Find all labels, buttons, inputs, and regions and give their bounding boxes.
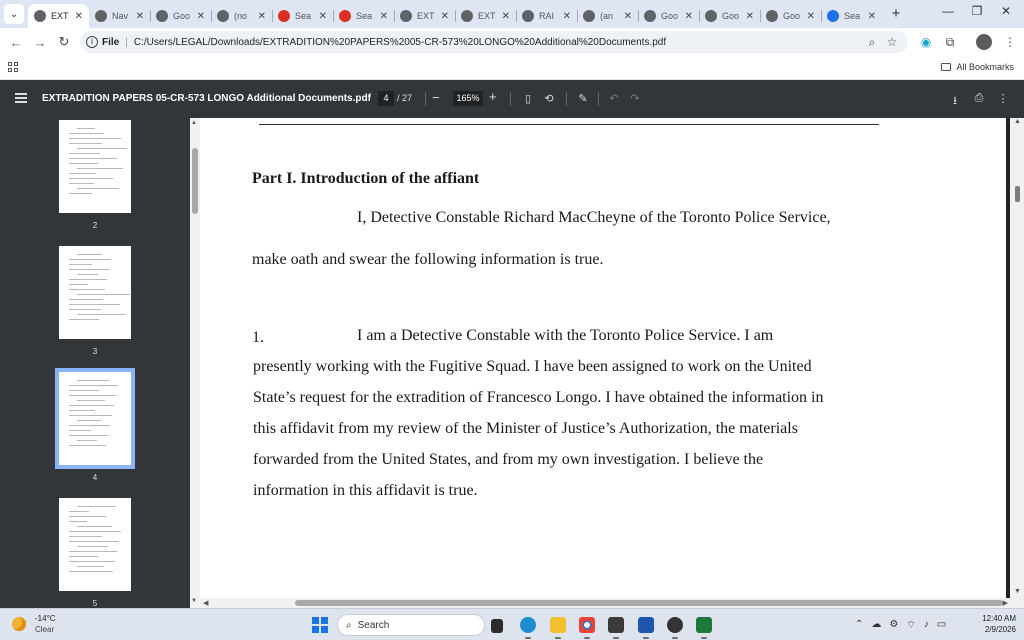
globe-icon (705, 10, 717, 22)
browser-tab[interactable] (89, 4, 150, 28)
close-tab-icon[interactable]: ✕ (501, 10, 510, 22)
thumbnail-text-line (77, 440, 97, 441)
close-tab-icon[interactable]: ✕ (745, 10, 754, 22)
scroll-up-icon[interactable]: ▲ (191, 120, 197, 126)
tab-title: EXT (478, 11, 496, 21)
reload-icon[interactable]: ↻ (58, 34, 70, 49)
extension-icon[interactable]: ◉ (920, 35, 932, 49)
thumbnail-text-line (69, 561, 115, 562)
thumbnail-text-line (77, 148, 127, 149)
browser-tab[interactable] (272, 4, 333, 28)
clock-time[interactable]: 12:40 AM (982, 614, 1016, 623)
url-text[interactable]: C:/Users/LEGAL/Downloads/EXTRADITION%20PAPERS%2005-CR-573%20LONGO%20Additional%20Documents.pdf (133, 36, 667, 48)
tab-strip (0, 0, 1024, 28)
thumbnail-text-line (69, 299, 103, 300)
thumbnail-text-line (77, 420, 101, 421)
paragraph-number: 1. (252, 329, 264, 346)
thumbnail-text-line (77, 168, 123, 169)
edge-browser-icon[interactable] (520, 617, 536, 633)
thumbnail-text-line (69, 264, 92, 265)
weather-condition[interactable]: Clear (35, 625, 55, 634)
thumbnail-text-line (69, 531, 121, 532)
thumbnail-text-line (69, 521, 87, 522)
browser-tab[interactable] (211, 4, 272, 28)
clock-date[interactable]: 2/9/2026 (984, 625, 1016, 634)
globe-icon (217, 10, 229, 22)
thumbnail-text-line (77, 274, 98, 275)
toolbar-divider (598, 92, 599, 106)
thumbnail-text-line (69, 571, 113, 572)
thumbnail-text-line (69, 163, 98, 164)
taskbar-search-placeholder: Search (357, 619, 390, 631)
chevron-up-icon[interactable]: ⌃ (855, 619, 864, 630)
thumbnail-text-line (77, 294, 130, 295)
thumbnail-text-line (69, 153, 100, 154)
scroll-right-icon[interactable]: ▶ (1002, 600, 1008, 607)
paragraph-line: forwarded from the United States, and from my own investigation. I believe the (253, 451, 764, 468)
globe-icon (766, 10, 778, 22)
thumbnail-text-line (69, 415, 112, 416)
globe-icon (461, 10, 473, 22)
browser-menu-icon[interactable]: ⋮ (1004, 35, 1016, 49)
thumbnail-text-line (69, 183, 94, 184)
terminal-icon[interactable] (608, 617, 624, 633)
scroll-down-icon[interactable]: ▼ (1014, 588, 1021, 595)
paragraph-line: I am a Detective Constable with the Toronto Police Service. I am (357, 327, 774, 344)
scroll-left-icon[interactable]: ◀ (203, 600, 209, 607)
paragraph-line: presently working with the Fugitive Squad. I have been assigned to work on the United (253, 358, 812, 375)
tab-title: RAI (539, 11, 555, 21)
thumbnail-text-line (69, 173, 96, 174)
taskbar-search[interactable] (337, 614, 485, 636)
close-tab-icon[interactable]: ✕ (257, 10, 266, 22)
redo-icon[interactable]: ↷ (630, 93, 640, 105)
chevron-down-icon: ⌄ (9, 8, 19, 20)
extensions-puzzle-icon[interactable]: ⧉ (945, 35, 955, 49)
rotate-icon[interactable]: ⟲ (544, 93, 554, 105)
thumbnail-text-line (69, 193, 92, 194)
close-tab-icon[interactable]: ✕ (684, 10, 693, 22)
thumbnail-text-line (77, 400, 105, 401)
thumbnail-page-number: 5 (92, 599, 98, 608)
all-bookmarks-label: All Bookmarks (956, 62, 1014, 72)
thumbnail-text-line (77, 254, 102, 255)
thumbnail-text-line (69, 556, 98, 557)
close-tab-icon[interactable]: ✕ (623, 10, 632, 22)
close-tab-icon[interactable]: ✕ (74, 10, 83, 22)
tab-title: EXT (417, 11, 435, 21)
thumbnail-text-line (77, 566, 104, 567)
thumbnail-text-line (77, 380, 109, 381)
thumbnail-text-line (69, 138, 121, 139)
document-horizontal-scrollbar[interactable] (200, 598, 1010, 608)
toolbar-divider (566, 92, 567, 106)
thumbnail-text-line (69, 405, 114, 406)
thumbnail-sidebar (0, 118, 190, 608)
globe-icon (156, 10, 168, 22)
globe-icon (95, 10, 107, 22)
all-bookmarks-button[interactable] (941, 62, 1014, 72)
task-view-icon[interactable] (491, 619, 503, 633)
forward-arrow-icon[interactable]: → (33, 34, 47, 50)
more-options-icon[interactable]: ⋮ (997, 93, 1009, 105)
close-tab-icon[interactable]: ✕ (196, 10, 205, 22)
toolbar-divider (425, 92, 426, 106)
intro-line-2: make oath and swear the following information is true. (252, 251, 604, 268)
thumbnail-text-line (69, 435, 108, 436)
browser-toolbar (0, 28, 1024, 56)
annotate-pen-icon[interactable]: ✎ (578, 93, 588, 105)
url-scheme: File (102, 36, 120, 48)
thumbnail-text-line (69, 541, 119, 542)
thumbnail-text-line (69, 284, 88, 285)
sidebar-menu-icon[interactable] (15, 93, 27, 103)
browser-tab[interactable] (638, 4, 699, 28)
folder-icon (941, 63, 951, 71)
cloud-icon[interactable]: ☁ (871, 619, 882, 630)
sidebar-scrollbar[interactable] (190, 118, 200, 608)
thumbnail-text-line (77, 188, 119, 189)
fit-page-icon[interactable]: ▯ (524, 93, 532, 105)
weather-temperature[interactable]: -14°C (35, 614, 56, 623)
search-icon: ⌕ (346, 619, 352, 631)
page-number-input[interactable]: 4 (378, 91, 394, 106)
thumbnail-text-line (77, 526, 112, 527)
intro-line-1: I, Detective Constable Richard MacCheyne of the Toronto Police Service, (357, 209, 831, 226)
paragraph-line: this affidavit from my review of the Minister of Justice’s Authorization, the materials (253, 420, 798, 437)
browser-tab[interactable] (394, 4, 455, 28)
close-tab-icon[interactable]: ✕ (562, 10, 571, 22)
thumbnail-text-line (69, 445, 106, 446)
zoom-magnifier-icon[interactable]: ⌕ (868, 35, 876, 49)
globe-icon (522, 10, 534, 22)
page-thumbnail[interactable] (59, 246, 131, 339)
thumbnail-text-line (69, 536, 102, 537)
tab-search-button[interactable] (4, 4, 24, 24)
paragraph-line: information in this affidavit is true. (253, 482, 478, 499)
thumbnail-text-line (77, 128, 95, 129)
tab-title: (no (234, 11, 248, 21)
thumbnail-text-line (69, 178, 113, 179)
settings-icon[interactable]: ⚙ (889, 619, 899, 630)
drive-icon (827, 10, 839, 22)
thumbnail-text-line (69, 158, 117, 159)
document-vertical-scrollbar[interactable] (1010, 118, 1024, 608)
back-arrow-icon[interactable]: ← (9, 34, 23, 50)
sidebar-scroll-thumb[interactable] (192, 148, 198, 214)
thumbnail-text-line (69, 395, 116, 396)
close-tab-icon[interactable]: ✕ (440, 10, 449, 22)
vertical-scroll-thumb[interactable] (1015, 186, 1020, 202)
close-window-icon[interactable]: ✕ (1000, 4, 1012, 18)
thumbnail-text-line (69, 410, 95, 411)
browser-tab[interactable] (28, 4, 89, 28)
system-tray (855, 619, 946, 632)
close-tab-icon[interactable]: ✕ (379, 10, 388, 22)
browser-tab[interactable] (821, 4, 882, 28)
thumbnail-page-number: 3 (92, 347, 98, 356)
thumbnail-text-line (69, 133, 104, 134)
pdf-title: EXTRADITION PAPERS 05-CR-573 LONGO Additional Documents.pdf (42, 93, 371, 104)
thumbnail-text-line (69, 430, 91, 431)
new-tab-button[interactable]: + (891, 5, 901, 22)
globe-icon (583, 10, 595, 22)
pdf-toolbar (0, 80, 1024, 118)
tab-list (28, 0, 882, 28)
browser-tab[interactable] (577, 4, 638, 28)
thumbnail-text-line (69, 309, 101, 310)
browser-tab[interactable] (150, 4, 211, 28)
pdf-page-view (200, 118, 1006, 598)
gmail-icon (339, 10, 351, 22)
globe-icon (34, 10, 46, 22)
bookmark-star-icon[interactable]: ☆ (886, 35, 898, 49)
gmail-icon (278, 10, 290, 22)
store-app-icon[interactable] (638, 617, 654, 633)
page-thumbnail[interactable] (59, 120, 131, 213)
thumbnail-text-line (77, 546, 108, 547)
scroll-down-icon[interactable]: ▼ (191, 598, 197, 604)
tab-title: (an (600, 11, 614, 21)
browser-tab[interactable] (699, 4, 760, 28)
page-thumbnail[interactable] (55, 368, 135, 469)
thumbnail-page-number: 2 (92, 221, 98, 230)
thumbnail-text-line (77, 314, 126, 315)
tab-title: Goo (783, 11, 801, 21)
tab-title: Sea (844, 11, 861, 21)
thumbnail-text-line (69, 143, 102, 144)
thumbnail-text-line (69, 304, 120, 305)
close-tab-icon[interactable]: ✕ (318, 10, 327, 22)
tab-title: Goo (173, 11, 191, 21)
thumbnail-text-line (69, 269, 109, 270)
tab-title: Goo (722, 11, 740, 21)
excel-icon[interactable] (696, 617, 712, 633)
wifi-icon[interactable]: ⌔ (906, 620, 916, 631)
thumbnail-text-line (69, 259, 111, 260)
zoom-in-button[interactable]: + (489, 89, 497, 104)
undo-icon[interactable]: ↶ (609, 93, 619, 105)
print-icon[interactable]: ⎙ (974, 92, 984, 104)
thumbnail-text-line (69, 279, 107, 280)
browser-tab[interactable] (455, 4, 516, 28)
battery-icon[interactable]: ▭ (936, 619, 947, 630)
download-icon[interactable]: ⭳ (953, 95, 957, 107)
file-explorer-icon[interactable] (550, 617, 566, 633)
app-icon[interactable] (667, 617, 683, 633)
horizontal-scroll-thumb[interactable] (295, 600, 1003, 606)
bookmarks-bar (0, 56, 1024, 80)
windows-taskbar (0, 608, 1024, 640)
browser-tab[interactable] (516, 4, 577, 28)
thumbnail-text-line (69, 289, 105, 290)
start-button[interactable] (312, 617, 328, 633)
close-tab-icon[interactable]: ✕ (135, 10, 144, 22)
globe-icon (400, 10, 412, 22)
zoom-out-button[interactable]: − (432, 90, 440, 105)
profile-avatar[interactable] (976, 34, 992, 50)
thumbnail-text-line (77, 506, 116, 507)
page-total: / 27 (397, 93, 413, 103)
thumbnail-text-line (69, 390, 99, 391)
tab-title: Goo (661, 11, 679, 21)
info-icon[interactable]: i (86, 36, 98, 48)
browser-tab[interactable] (760, 4, 821, 28)
scroll-up-icon[interactable]: ▲ (1014, 118, 1021, 125)
toolbar-divider (510, 92, 511, 106)
url-separator: | (125, 36, 128, 48)
paragraph-line: State’s request for the extradition of Francesco Longo. I have obtained the information in (253, 389, 824, 406)
thumbnail-text-line (69, 385, 118, 386)
minimize-icon[interactable]: — (942, 4, 954, 18)
chrome-browser-icon[interactable] (579, 617, 595, 633)
close-tab-icon[interactable]: ✕ (867, 10, 876, 22)
thumbnail-text-line (69, 511, 89, 512)
weather-moon-icon[interactable] (12, 617, 26, 631)
section-heading: Part I. Introduction of the affiant (252, 170, 480, 187)
apps-grid-icon[interactable] (8, 62, 19, 73)
close-tab-icon[interactable]: ✕ (806, 10, 815, 22)
thumbnail-text-line (69, 319, 99, 320)
tab-title: Nav (112, 11, 129, 21)
tab-title: Sea (356, 11, 373, 21)
address-bar[interactable] (80, 31, 908, 53)
thumbnail-text-line (69, 551, 117, 552)
tab-title: Sea (295, 11, 312, 21)
thumbnail-page-number: 4 (92, 473, 98, 482)
page-thumbnail[interactable] (59, 498, 131, 591)
browser-tab[interactable] (333, 4, 394, 28)
globe-icon (644, 10, 656, 22)
restore-icon[interactable]: ❐ (971, 4, 983, 18)
page-rule (259, 124, 879, 125)
zoom-level-input[interactable]: 165% (453, 91, 483, 106)
volume-icon[interactable]: ♪ (923, 619, 929, 630)
thumbnail-text-line (69, 425, 110, 426)
thumbnail-text-line (69, 516, 106, 517)
tab-title: EXT (51, 11, 69, 21)
